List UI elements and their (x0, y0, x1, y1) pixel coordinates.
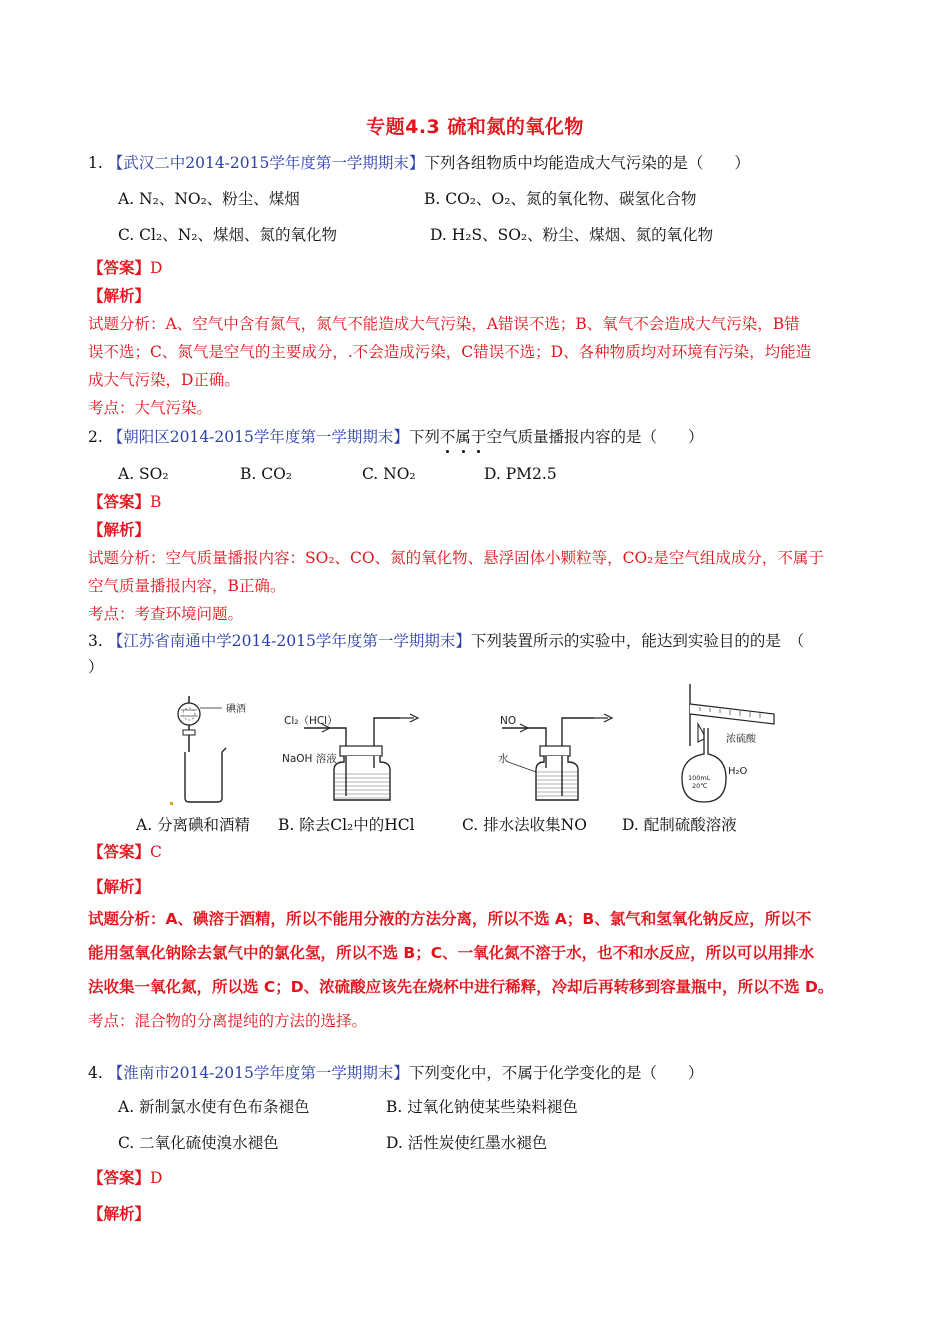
question-source: 【淮南市2014-2015学年度第一学期期末】 (107, 1064, 409, 1082)
answer-line (88, 257, 162, 279)
answer-value: D (150, 1169, 163, 1187)
figure-d-flask-volume: 100mL (688, 774, 711, 782)
analysis-tag: 【解析】 (88, 877, 151, 896)
figure-c-collection-bottle (498, 712, 628, 804)
option-a: A. N₂、NO₂、粉尘、煤烟 (118, 190, 300, 208)
figure-a-label: 碘酒 (226, 704, 246, 715)
analysis-text: 法收集一氧化氮，所以选 C；D、浓硫酸应该先在烧杯中进行稀释，冷却后再转移到容量瓶中，所以不选 D。 (88, 978, 834, 996)
figure-d-label-water: H₂O (728, 766, 748, 777)
answer-value: D (150, 259, 163, 277)
analysis-text: 试题分析：A、空气中含有氮气，氮气不能造成大气污染，A错误不选；B、氧气不会造成大气污染，B错 (88, 315, 800, 333)
question-number: 3. (88, 632, 103, 650)
analysis-text: 试题分析：A、碘溶于酒精，所以不能用分液的方法分离，所以不选 A；B、氯气和氢氧化钠反应，所以不 (88, 910, 812, 928)
figure-d-flask-temp: 20℃ (692, 782, 708, 790)
stray-mark (170, 802, 173, 805)
question-text: 下列装置所示的实验中，能达到实验目的的是 （ (470, 632, 805, 650)
figure-c-label-side: 水 (498, 753, 509, 765)
question-text: ） (88, 658, 104, 676)
figure-d-label-acid: 浓硫酸 (726, 734, 756, 745)
question-text: 下列 (408, 428, 440, 446)
option-b: B. CO₂、O₂、氮的氧化物、碳氢化合物 (424, 190, 697, 208)
answer-line (88, 491, 161, 513)
option-c: C. NO₂ (362, 465, 416, 483)
question-source: 【武汉二中2014-2015学年度第一学期期末】 (107, 154, 425, 172)
option-b: B. 过氧化钠使某些染料褪色 (386, 1098, 578, 1116)
question-2-stem (88, 426, 703, 448)
option-d: D. 活性炭使红墨水褪色 (386, 1134, 548, 1152)
answer-line (88, 1167, 162, 1189)
option-c: C. 二氧化硫使溴水褪色 (118, 1134, 279, 1152)
answer-tag: 【答案】 (88, 258, 151, 277)
figure-caption-d: D. 配制硫酸溶液 (622, 816, 737, 834)
figure-caption-b: B. 除去Cl₂中的HCl (278, 816, 415, 834)
figure-a-separatory-funnel (172, 692, 252, 810)
option-a: A. 新制氯水使有色布条褪色 (118, 1098, 310, 1116)
knowledge-point: 考点：混合物的分离提纯的方法的选择。 (88, 1012, 368, 1030)
figure-b-wash-bottle (282, 712, 442, 804)
answer-tag: 【答案】 (88, 492, 151, 511)
figure-b-label-bottom: NaOH 溶液 (282, 753, 337, 765)
analysis-text: 空气质量播报内容，B正确。 (88, 577, 286, 595)
analysis-tag: 【解析】 (88, 520, 151, 539)
figure-caption-c: C. 排水法收集NO (462, 816, 587, 834)
analysis-text: 误不选；C、氮气是空气的主要成分，.不会造成污染，C错误不选；D、各种物质均对环境有污染，均能造 (88, 343, 812, 361)
option-c: C. Cl₂、N₂、煤烟、氮的氧化物 (118, 226, 337, 244)
knowledge-point: 考点：大气污染。 (88, 399, 213, 417)
question-3-stem (88, 630, 804, 652)
analysis-text: 试题分析：空气质量播报内容：SO₂、CO、氮的氧化物、悬浮固体小颗粒等，CO₂是空气组成成分，不属于 (88, 549, 824, 567)
answer-value: C (150, 843, 162, 861)
question-1-stem (88, 152, 750, 174)
answer-tag: 【答案】 (88, 1168, 151, 1187)
question-text: 空气质量播报内容的是（ ） (486, 428, 704, 446)
option-d: D. H₂S、SO₂、粉尘、煤烟、氮的氧化物 (430, 226, 714, 244)
answer-value: B (150, 493, 162, 511)
page-title: 专题4.3 硫和氮的氧化物 (366, 116, 584, 138)
figure-b-label-top: Cl₂（HCl） (284, 715, 338, 727)
question-source: 【朝阳区2014-2015学年度第一学期期末】 (107, 428, 409, 446)
emphasis-char: 于 (470, 428, 487, 446)
emphasis-char: 不 (439, 428, 456, 446)
figure-caption-a: A. 分离碘和酒精 (136, 816, 251, 834)
question-4-stem (88, 1062, 703, 1084)
answer-line (88, 841, 162, 863)
analysis-tag: 【解析】 (88, 286, 151, 305)
option-b: B. CO₂ (240, 465, 293, 483)
analysis-tag: 【解析】 (88, 1204, 151, 1223)
question-text: 下列变化中，不属于化学变化的是（ ） (408, 1064, 704, 1082)
answer-tag: 【答案】 (88, 842, 151, 861)
analysis-text: 能用氢氧化钠除去氯气中的氯化氢，所以不选 B；C、一氧化氮不溶于水，也不和水反应，所以可以用排水 (88, 944, 815, 962)
figure-d-volumetric-flask (676, 684, 796, 806)
analysis-text: 成大气污染，D正确。 (88, 371, 240, 389)
option-a: A. SO₂ (118, 465, 169, 483)
question-text: 下列各组物质中均能造成大气污染的是（ ） (424, 154, 750, 172)
question-number: 2. (88, 428, 103, 446)
option-d: D. PM2.5 (484, 465, 557, 483)
figure-c-label-top: NO (500, 715, 517, 727)
knowledge-point: 考点：考查环境问题。 (88, 605, 244, 623)
question-source: 【江苏省南通中学2014-2015学年度第一学期期末】 (107, 632, 471, 650)
emphasis-char: 属 (455, 428, 471, 446)
question-number: 4. (88, 1064, 103, 1082)
question-number: 1. (88, 154, 103, 172)
